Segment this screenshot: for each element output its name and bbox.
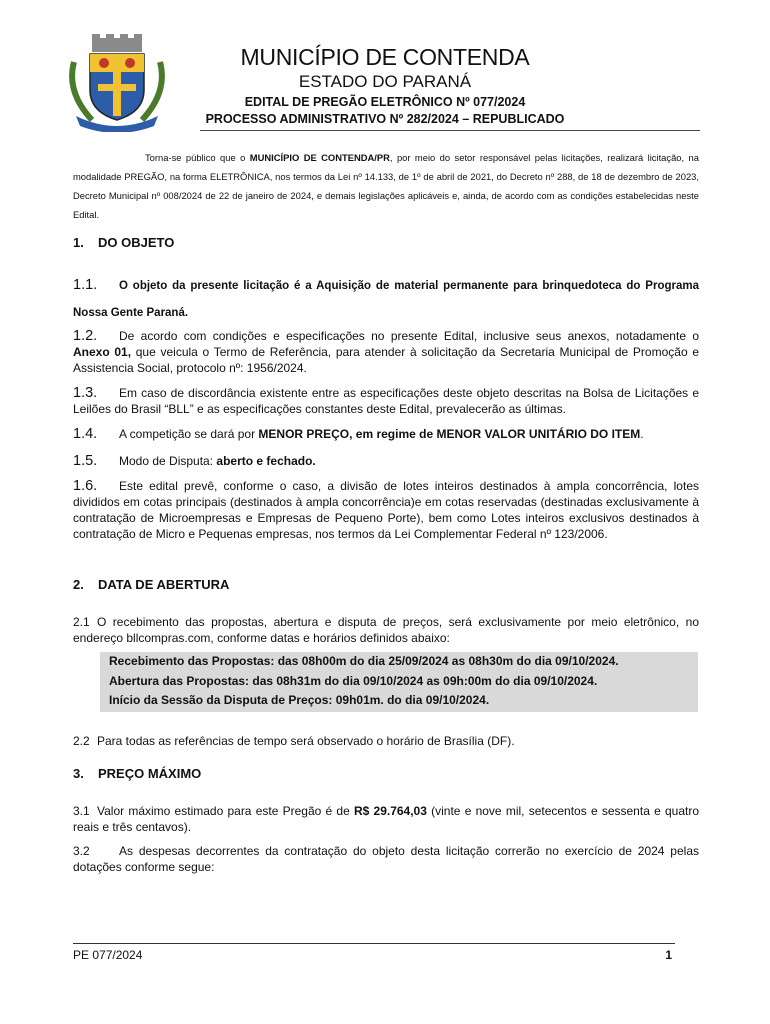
page-number: 1: [665, 948, 672, 962]
date-line-receipt: Recebimento das Propostas: das 08h00m do dia 25/09/2024 as 08h30m do dia 09/10/2024.: [109, 654, 619, 668]
item-1-3: 1.3. Em caso de discordância existente entre as especificações deste objeto descritas na Bolsa de Licitações e Leilões do Brasil “BLL” e as especificações constantes deste Edital, prevalecerão as últimas.: [73, 385, 699, 416]
edital-title: EDITAL DE PREGÃO ELETRÔNICO Nº 077/2024: [244, 95, 526, 109]
item-2-1: 2.1 O recebimento das propostas, abertura e disputa de preços, será exclusivamente por meio eletrônico, no endereço bllcompras.com, conforme datas e horários definidos abaixo:: [73, 615, 699, 645]
intro-paragraph: Torna-se público que o MUNICÍPIO DE CONTENDA/PR, por meio do setor responsável pelas licitações, realizará licitação, na modalidade PREGÃO, na forma ELETRÔNICA, nos termos da Lei nº 14.133, de 1º de abril de 2021, do Decreto nº 288, de 18 de dezembro de 2023, Decreto Municipal nº 008/2024 de 22 de janeiro de 2024, e demais legislações aplicáveis e, ainda, de acordo com as condições estabelecidas neste Edital.: [73, 152, 699, 220]
section-3-heading: 3. PREÇO MÁXIMO: [73, 766, 202, 781]
footer-reference: PE 077/2024: [73, 948, 143, 962]
process-title: PROCESSO ADMINISTRATIVO Nº 282/2024 – REPUBLICADO: [205, 112, 565, 126]
state-title: ESTADO DO PARANÁ: [298, 72, 472, 91]
dates-box: [100, 652, 698, 712]
section-1-heading: 1. DO OBJETO: [73, 235, 175, 250]
date-line-opening: Abertura das Propostas: das 08h31m do dia 09/10/2024 as 09h:00m do dia 09/10/2024.: [109, 673, 598, 688]
item-1-6: 1.6. Este edital prevê, conforme o caso, a divisão de lotes inteiros destinados à ampla concorrência, lotes divididos em cotas principais (destinados à ampla concorrência)e em cotas reservadas (destinadas exclusivamente à contratação de Microempresas e Empresas de Pequeno Porte), bem como Lotes inteiros exclusivos destinados à contratação de Micro e Pequenas empresas, nos termos da Lei Complementar Federal nº 123/2006.: [73, 478, 699, 541]
item-3-2: 3.2 As despesas decorrentes da contratação do objeto desta licitação correrão no exercício de 2024 pelas dotações conforme segue:: [73, 844, 699, 874]
footer-divider: [73, 943, 675, 944]
item-2-2: 2.2 Para todas as referências de tempo será observado o horário de Brasília (DF).: [73, 734, 515, 748]
section-2-heading: 2. DATA DE ABERTURA: [73, 577, 230, 592]
item-3-1: 3.1 Valor máximo estimado para este Pregão é de R$ 29.764,03 (vinte e nove mil, setecentos e sessenta e quatro reais e três centavos).: [73, 804, 699, 834]
item-1-2: 1.2. De acordo com condições e especificações no presente Edital, inclusive seus anexos, notadamente o Anexo 01, que veicula o Termo de Referência, para atender à solicitação da Secretaria Municipal de Promoção e Assistencia Social, protocolo nº: 1956/2024.: [73, 328, 699, 375]
date-line-session: Início da Sessão da Disputa de Preços: 09h01m. do dia 09/10/2024.: [109, 693, 490, 707]
item-1-1: 1.1. O objeto da presente licitação é a Aquisição de material permanente para brinquedoteca do Programa Nossa Gente Paraná.: [73, 277, 699, 319]
item-1-5: 1.5. Modo de Disputa: aberto e fechado.: [73, 453, 316, 469]
item-1-4: 1.4. A competição se dará por MENOR PREÇO, em regime de MENOR VALOR UNITÁRIO DO ITEM.: [73, 426, 644, 442]
header-divider: [200, 130, 700, 131]
municipality-title: MUNICÍPIO DE CONTENDA: [240, 44, 530, 70]
